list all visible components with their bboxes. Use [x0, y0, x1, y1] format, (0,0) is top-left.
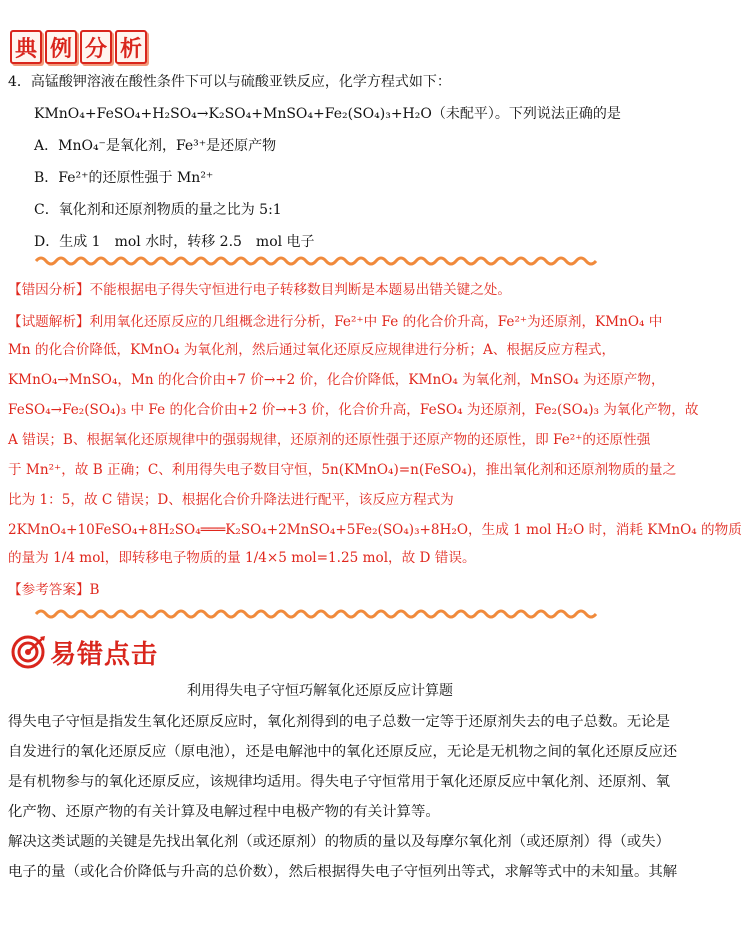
body-line: 自发进行的氧化还原反应（原电池），还是电解池中的氧化还原反应，无论是无机物之间的氧化还原反应还	[8, 744, 678, 760]
analysis-line: Mn 的化合价降低，KMnO₄ 为氧化剂，然后通过氧化还原反应规律进行分析；A、根据反应方程式，	[8, 342, 616, 358]
analysis-line: A 错误；B、根据氧化还原规律中的强弱规律，还原剂的还原性强于还原产物的还原性，即 Fe²⁺的还原性强	[8, 432, 651, 448]
option-c: C．氧化剂和还原剂物质的量之比为 5:1	[34, 202, 282, 218]
yicuo-banner	[10, 632, 158, 672]
option-a: A．MnO₄⁻是氧化剂，Fe³⁺是还原产物	[34, 138, 277, 154]
analysis-line: 2KMnO₄+10FeSO₄+8H₂SO₄═══K₂SO₄+2MnSO₄+5Fe₂(SO₄)₃+8H₂O，生成 1 mol H₂O 时，消耗 KMnO₄ 的物质	[8, 522, 742, 538]
body-line: 化产物、还原产物的有关计算及电解过程中电极产物的有关计算等。	[8, 804, 440, 820]
banner-char: 典	[10, 30, 42, 64]
option-b: B．Fe²⁺的还原性强于 Mn²⁺	[34, 170, 214, 186]
section-title: 利用得失电子守恒巧解氧化还原反应计算题	[187, 683, 453, 699]
analysis-line: FeSO₄→Fe₂(SO₄)₃ 中 Fe 的化合价由+2 价→+3 价，化合价升高，FeSO₄ 为还原剂，Fe₂(SO₄)₃ 为氧化产物，故	[8, 402, 699, 418]
wave-divider	[36, 608, 596, 620]
yicuo-label: 易错点击	[50, 639, 159, 670]
analysis-line: KMnO₄→MnSO₄，Mn 的化合价由+7 价→+2 价，化合价降低，KMnO₄ 为氧化剂，MnSO₄ 为还原产物，	[8, 372, 665, 388]
analysis-line: 于 Mn²⁺，故 B 正确；C、利用得失电子数目守恒，5n(KMnO₄)=n(FeSO₄)，推出氧化剂和还原剂物质的量之	[8, 462, 677, 478]
body-line: 得失电子守恒是指发生氧化还原反应时，氧化剂得到的电子总数一定等于还原剂失去的电子总数。无论是	[8, 714, 670, 730]
question-equation: KMnO₄+FeSO₄+H₂SO₄→K₂SO₄+MnSO₄+Fe₂(SO₄)₃+H₂O（未配平）。下列说法正确的是	[34, 106, 621, 122]
wave-divider	[36, 255, 596, 267]
analysis-line: 【试题解析】利用氧化还原反应的几组概念进行分析，Fe²⁺中 Fe 的化合价升高，Fe²⁺为还原剂，KMnO₄ 中	[8, 314, 663, 330]
banner-dianli-fenxi	[10, 28, 150, 66]
body-line: 电子的量（或化合价降低与升高的总价数），然后根据得失电子守恒列出等式，求解等式中的未知量。其解	[8, 864, 678, 880]
analysis-line: 比为 1：5，故 C 错误；D、根据化合价升降法进行配平，该反应方程式为	[8, 492, 454, 508]
banner-char: 例	[45, 30, 77, 64]
banner-char: 分	[80, 30, 112, 64]
option-d: D．生成 1 mol 水时，转移 2.5 mol 电子	[34, 234, 315, 250]
error-analysis: 【错因分析】不能根据电子得失守恒进行电子转移数目判断是本题易出错关键之处。	[8, 282, 511, 298]
body-line: 解决这类试题的关键是先找出氧化剂（或还原剂）的物质的量以及每摩尔氧化剂（或还原剂）得（或失）	[8, 834, 670, 850]
reference-answer: 【参考答案】B	[8, 582, 100, 598]
banner-char: 析	[115, 30, 147, 64]
target-icon	[10, 634, 46, 670]
analysis-line: 的量为 1/4 mol，即转移电子物质的量 1/4×5 mol=1.25 mol，故 D 错误。	[8, 550, 476, 566]
question-stem: 4．高锰酸钾溶液在酸性条件下可以与硫酸亚铁反应，化学方程式如下：	[8, 74, 451, 90]
body-line: 是有机物参与的氧化还原反应，该规律均适用。得失电子守恒常用于氧化还原反应中氧化剂、还原剂、氧	[8, 774, 670, 790]
